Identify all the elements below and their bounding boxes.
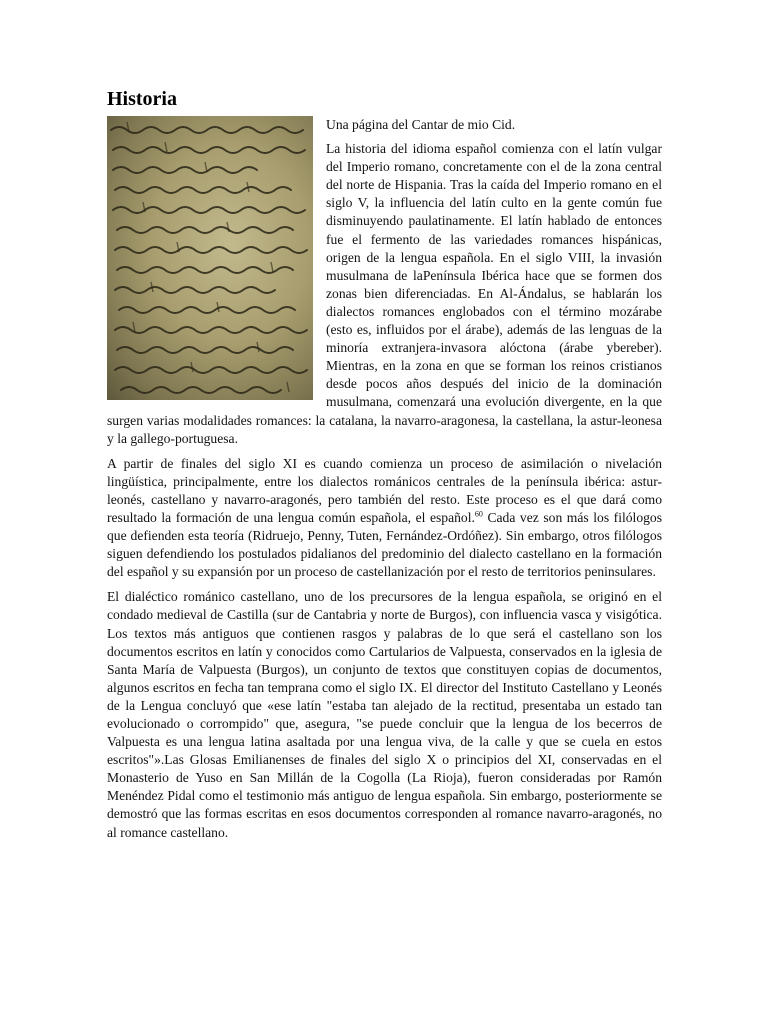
footnote-ref[interactable]: 60 [474,509,483,519]
manuscript-handwriting [107,116,313,400]
section-heading: Historia [107,88,177,110]
paragraph-2-text-before: A partir de finales del siglo XI es cuando comienza un proceso de asimilación o nivelación lingüística, principalmente, entre los dialectos románicos centrales de la península ibérica: astur-leonés, castellano y navarro-aragonés, pero también del resto. Este proceso es el que dará como resultado la formación de una lengua común española, el español. [107,455,662,525]
manuscript-image [107,116,313,400]
paragraph-2 [107,455,662,582]
paragraph-3: El dialéctico románico castellano, uno de los precursores de la lengua española, se originó en el condado medieval de Castilla (sur de Cantabria y norte de Burgos), con influencia vasca y visigótica. Los textos más antiguos que contienen rasgos y palabras de lo que será el castellano son los documentos escritos en latín y conocidos como Cartularios de Valpuesta, conservados en la iglesia de Santa María de Valpuesta (Burgos), un conjunto de textos que constituyen copias de documentos, algunos escritos en fecha tan temprana como el siglo IX. El director del Instituto Castellano y Leonés de la Lengua concluyó que «ese latín "estaba tan alejado de la rectitud, presentaba un estado tan evolucionado o corrompido" que, asegura, "se puede concluir que la lengua de los becerros de Valpuesta es una lengua latina asaltada por una lengua viva, de la calle y que se cuela en estos escritos"».Las Glosas Emilianenses de finales del siglo X o principios del XI, conservadas en el Monasterio de Yuso en San Millán de la Cogolla (La Rioja), fueron consideradas por Ramón Menéndez Pidal como el testimonio más antiguo de lengua española. Sin embargo, posteriormente se demostró que las formas escritas en esos documentos corresponden al romance navarro-aragonés, no al romance castellano. [107,589,662,840]
paragraph-2-text-after: Cada vez son más los filólogos que defienden esta teoría (Ridruejo, Penny, Tuten, Fernández-Ordóñez). Sin embargo, otros filólogos siguen defendiendo los postulados pidalianos del predominio del dialecto castellano en la formación del español y su expansión por un proceso de castellanización por el resto de territorios peninsulares. [107,509,662,580]
paragraph-1: La historia del idioma español comienza con el latín vulgar del Imperio romano, concretamente con el de la zona central del norte de Hispania. Tras la caída del Imperio romano en el siglo V, la influencia del latín culto en la gente común fue disminuyendo paulatinamente. El latín hablado de entonces fue el fermento de las variedades romances hispánicas, origen de la lengua española. En el siglo VIII, la invasión musulmana de laPenínsula Ibérica hace que se formen dos zonas bien diferenciadas. En Al-Ándalus, se hablarán los dialectos romances englobados con el término mozárabe (esto es, influidos por el árabe), además de las lenguas de la minoría extranjera-invasora alóctona (árabe ybereber). Mientras, en la zona en que se forman los reinos cristianos desde pocos años después del inicio de la dominación musulmana, comenzará una evolución divergente, en la que surgen varias modalidades romances: la catalana, la navarro-aragonesa, la castellana, la astur-leonesa y la gallego-portuguesa. [107,141,662,446]
document-page [107,88,662,849]
image-caption: Una página del Cantar de mio Cid. [326,117,516,132]
